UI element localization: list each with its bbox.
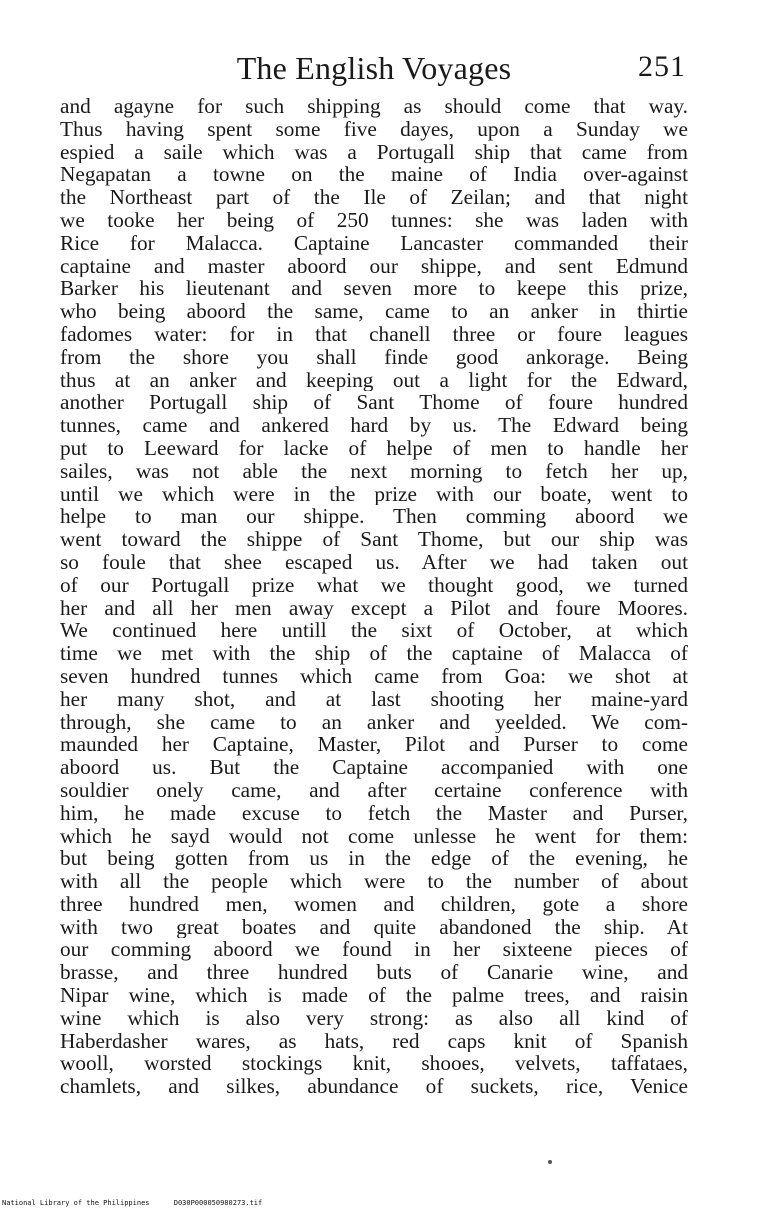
text-line: three hundred men, women and children, gote a shore: [60, 892, 688, 916]
text-line: aboord us. But the Captaine accompanied with one: [60, 756, 688, 779]
text-line: so foule that shee escaped us. After we had taken out: [60, 550, 688, 574]
file-identifier: D030P000050980273.tif: [173, 1199, 263, 1207]
text-line: the Northeast part of the Ile of Zeilan; and that night: [60, 186, 688, 209]
body-text: [60, 95, 688, 1098]
text-line: seven hundred tunnes which came from Goa: we shot at: [60, 664, 688, 688]
text-line: our comming aboord we found in her sixteene pieces of: [60, 938, 688, 962]
page-number: 251: [638, 50, 686, 83]
text-line: went toward the shippe of Sant Thome, but our ship was: [60, 528, 688, 551]
text-line: who being aboord the same, came to an anker in thirtie: [60, 300, 688, 323]
text-line: with all the people which were to the number of about: [60, 870, 688, 893]
scan-speck: [548, 1160, 552, 1164]
text-line: time we met with the ship of the captaine of Malacca of: [60, 642, 688, 665]
text-line: Barker his lieutenant and seven more to keepe this prize,: [60, 277, 688, 301]
running-title: The English Voyages: [236, 50, 512, 86]
page-header: [60, 50, 688, 90]
text-line: and agayne for such shipping as should come that way.: [60, 95, 688, 118]
text-line: until we which were in the prize with our boate, went to: [60, 482, 688, 506]
text-line: wooll, worsted stockings knit, shooes, velvets, taffataes,: [60, 1052, 688, 1076]
text-line: Nipar wine, which is made of the palme trees, and raisin: [60, 984, 688, 1007]
text-line: wine which is also very strong: as also all kind of: [60, 1006, 688, 1030]
text-line: fadomes water: for in that chanell three or foure leagues: [60, 322, 688, 346]
text-line: souldier onely came, and after certaine conference with: [60, 778, 688, 802]
text-line: through, she came to an anker and yeelded. We com-: [60, 710, 688, 734]
library-credit: National Library of the Philippines: [2, 1199, 150, 1207]
text-line: but being gotten from us in the edge of the evening, he: [60, 847, 688, 871]
text-line: sailes, was not able the next morning to fetch her up,: [60, 459, 688, 483]
text-line: We continued here untill the sixt of October, at which: [60, 619, 688, 643]
text-line: her many shot, and at last shooting her maine-yard: [60, 687, 688, 711]
text-line: put to Leeward for lacke of helpe of men to handle her: [60, 436, 688, 460]
text-line: chamlets, and silkes, abundance of suckets, rice, Venice: [60, 1075, 688, 1099]
text-line: tunnes, came and ankered hard by us. The Edward being: [60, 414, 688, 437]
text-line: brasse, and three hundred buts of Canarie wine, and: [60, 961, 688, 985]
text-line: another Portugall ship of Sant Thome of foure hundred: [60, 391, 688, 415]
text-line: Rice for Malacca. Captaine Lancaster commanded their: [60, 231, 688, 255]
text-line: of our Portugall prize what we thought good, we turned: [60, 573, 688, 597]
text-line: thus at an anker and keeping out a light for the Edward,: [60, 368, 688, 392]
text-line: Haberdasher wares, as hats, red caps knit of Spanish: [60, 1029, 688, 1053]
text-line: from the shore you shall finde good ankorage. Being: [60, 345, 688, 369]
text-line: espied a saile which was a Portugall ship that came from: [60, 140, 688, 164]
text-line: her and all her men away except a Pilot and foure Moores.: [60, 596, 688, 620]
text-line: maunded her Captaine, Master, Pilot and Purser to come: [60, 733, 688, 757]
text-line: which he sayd would not come unlesse he went for them:: [60, 824, 688, 848]
scan-footer: [2, 1199, 282, 1207]
text-line: we tooke her being of 250 tunnes: she was laden with: [60, 208, 688, 232]
text-line: helpe to man our shippe. Then comming aboord we: [60, 505, 688, 529]
text-line: captaine and master aboord our shippe, and sent Edmund: [60, 254, 688, 278]
text-line: Negapatan a towne on the maine of India over-against: [60, 163, 688, 187]
text-line: Thus having spent some five dayes, upon a Sunday we: [60, 117, 688, 141]
text-line: with two great boates and quite abandoned the ship. At: [60, 915, 688, 939]
text-line: him, he made excuse to fetch the Master and Purser,: [60, 801, 688, 825]
